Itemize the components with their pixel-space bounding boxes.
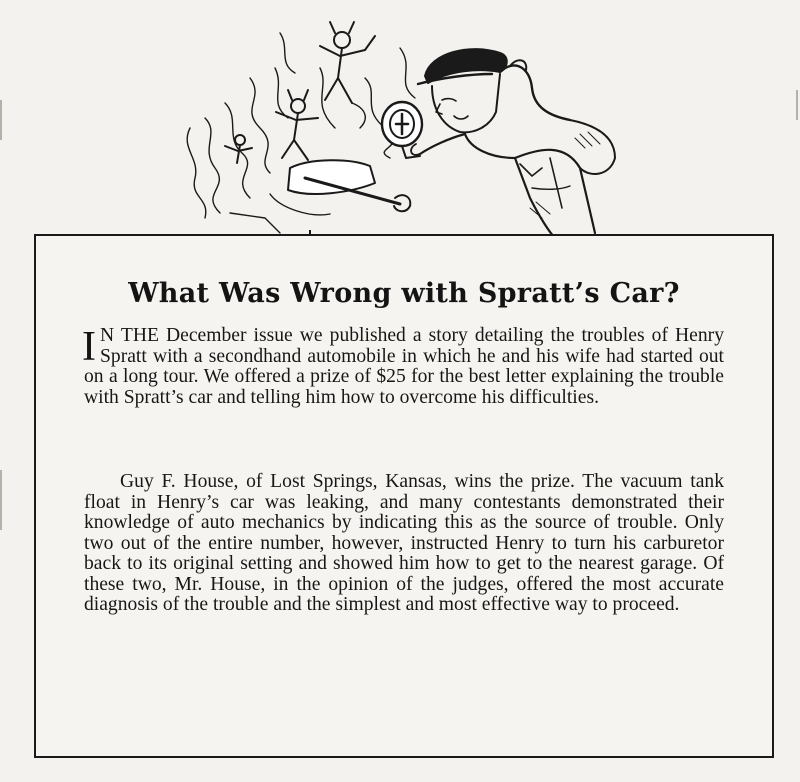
scan-edge-mark (796, 90, 798, 120)
article-paragraph-1 (84, 326, 724, 408)
scan-edge-mark (0, 100, 2, 140)
paragraph-1-text: N THE December issue we published a story detailing the troubles of Henry Spratt with a secondhand automobile in which he and his wife had started out on a long tour. We offered a prize of $25 for the best letter explaining the trouble with Spratt’s car and telling him how to overcome his difficulties. (84, 325, 724, 408)
article-paragraph-2: Guy F. House, of Lost Springs, Kansas, wins the prize. The vacuum tank float in Henry’s car was leaking, and many contestants demonstrated their knowledge of auto mechanics by indicating this as the source of trouble. Only two out of the entire number, however, instructed Henry to turn his carburetor back to its original setting and showed him how to get to the nearest garage. Of these two, Mr. House, in the opinion of the judges, offered the most accurate diagnosis of the trouble and the simplest and most effective way to proceed. (84, 471, 724, 615)
scan-edge-mark (0, 470, 2, 530)
mechanic-with-devils-illustration (170, 8, 640, 244)
article-frame (34, 234, 774, 758)
article-headline: What Was Wrong with Spratt’s Car? (128, 278, 680, 309)
drop-cap: I (82, 324, 96, 370)
